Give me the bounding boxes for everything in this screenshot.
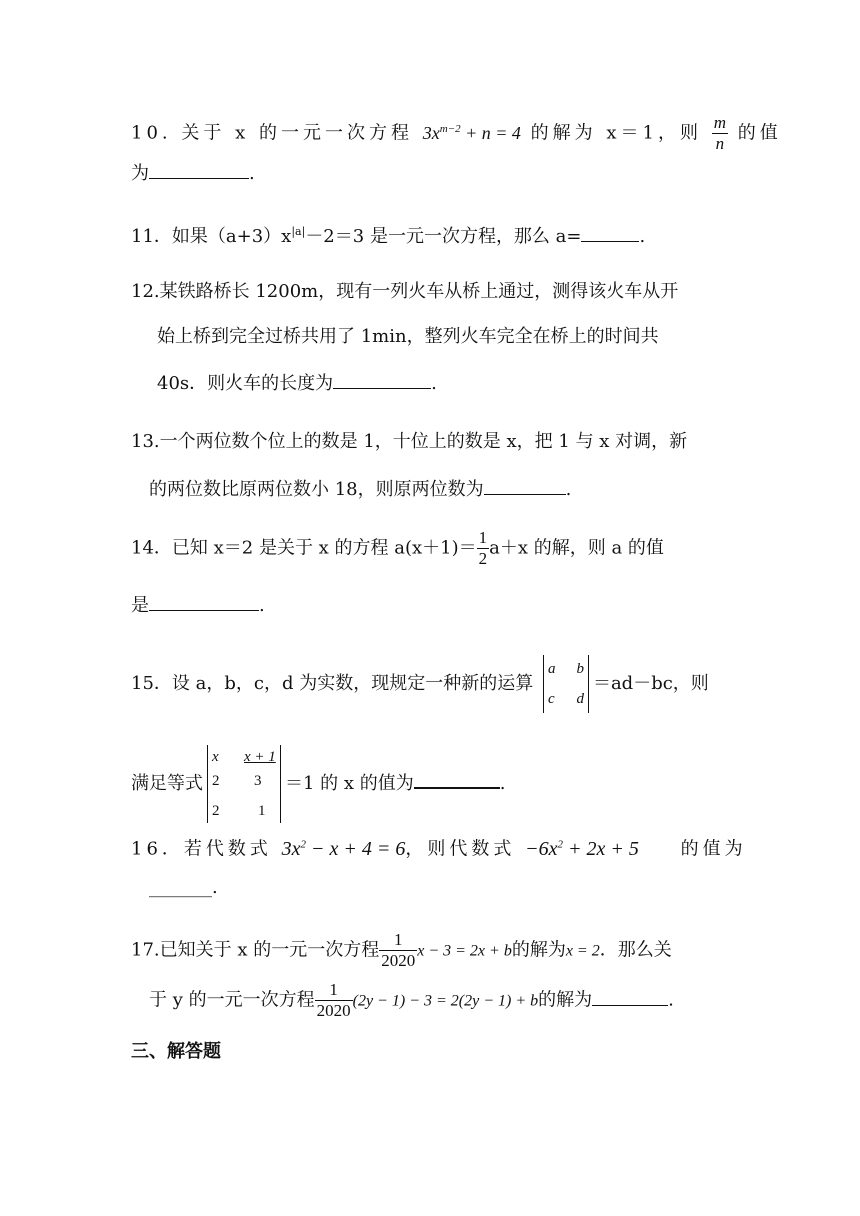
question-10-fraction: $\frac{m}{n}$ xyxy=(713,113,726,153)
answer-blank[interactable] xyxy=(333,370,431,389)
question-10-text-c: 的值 xyxy=(737,122,782,144)
answer-blank[interactable] xyxy=(414,769,500,789)
question-17-line-2: 于 y 的一元一次方程 $\frac{1}{2020}$ (2y − 1) − 3 = 2(2y − 1) + b的解为 . xyxy=(149,980,674,1020)
question-12-line-1: 12.某铁路桥长 1200m，现有一列火车从桥上通过，测得该火车从开 xyxy=(131,281,679,302)
expression-2: $-6x^2 + 2x + 5$ xyxy=(525,837,639,860)
determinant-definition: a b c d xyxy=(543,655,589,713)
question-15-line-1: 15．设 a，b，c，d 为实数，现规定一种新的运算 a b c d ＝ad－bc，则 xyxy=(131,655,709,713)
question-17-fraction-2: $\frac{1}{2020}$ xyxy=(316,980,351,1020)
question-10-text-b: 的解为 x＝1，则 xyxy=(530,122,702,144)
question-14-fraction: $\frac{1}{2}$ xyxy=(478,528,488,568)
question-15-line-2: 满足等式 x x + 1 2 3 2 1 ＝1 的 x 的值为 . xyxy=(131,745,506,823)
determinant-equation: x x + 1 2 3 2 1 xyxy=(207,745,281,823)
answer-blank[interactable] xyxy=(484,476,566,495)
question-10-text: 关于 x 的一元一次方程 xyxy=(181,122,413,144)
question-12-line-2: 始上桥到完全过桥共用了 1min，整列火车完全在桥上的时间共 xyxy=(157,326,659,347)
expression-1: $3x^2 - x + 4 = 6$ xyxy=(281,837,406,860)
question-14-line-2: 是 . xyxy=(131,592,265,618)
question-16-line-2: _______. xyxy=(149,877,218,898)
question-17-fraction: $\frac{1}{2020}$ xyxy=(381,930,416,970)
question-13-line-2: 的两位数比原两位数小 18，则原两位数为 . xyxy=(149,476,571,502)
answer-blank[interactable] xyxy=(149,160,249,179)
section-heading: 三、解答题 xyxy=(131,1041,221,1062)
question-10-line-1 xyxy=(131,113,782,154)
question-13-line-1: 13.一个两位数个位上的数是 1，十位上的数是 x，把 1 与 x 对调，新 xyxy=(131,431,688,452)
question-10-equation: $3x^{m-2} + n = 4$ xyxy=(422,122,521,143)
question-10-line-2: 为 . xyxy=(131,160,255,186)
answer-blank[interactable] xyxy=(592,987,668,1006)
answer-blank[interactable] xyxy=(149,592,259,611)
question-12-line-3: 40s．则火车的长度为 . xyxy=(157,370,437,396)
question-11: 11．如果$(a+3)x^{|a|}-2=3$ 是一元一次方程，那么 a= . xyxy=(131,225,646,247)
answer-blank[interactable] xyxy=(581,223,639,242)
question-14-line-1: 14．已知 x＝2 是关于 x 的方程 a(x＋1)＝ $\frac{1}{2}$ a＋x 的解，则 a 的值 xyxy=(131,528,664,568)
question-17-line-1: 17.已知关于 x 的一元一次方程 $\frac{1}{2020}$ x − 3 = 2x + b的解为x = 2．那么关 xyxy=(131,930,672,970)
question-10-number: 10. xyxy=(131,122,172,144)
question-16-line-1: 16．若代数式 $3x^2 - x + 4 = 6$，则代数式 $-6x^2 + 2x + 5$ 的值为 xyxy=(131,837,747,860)
